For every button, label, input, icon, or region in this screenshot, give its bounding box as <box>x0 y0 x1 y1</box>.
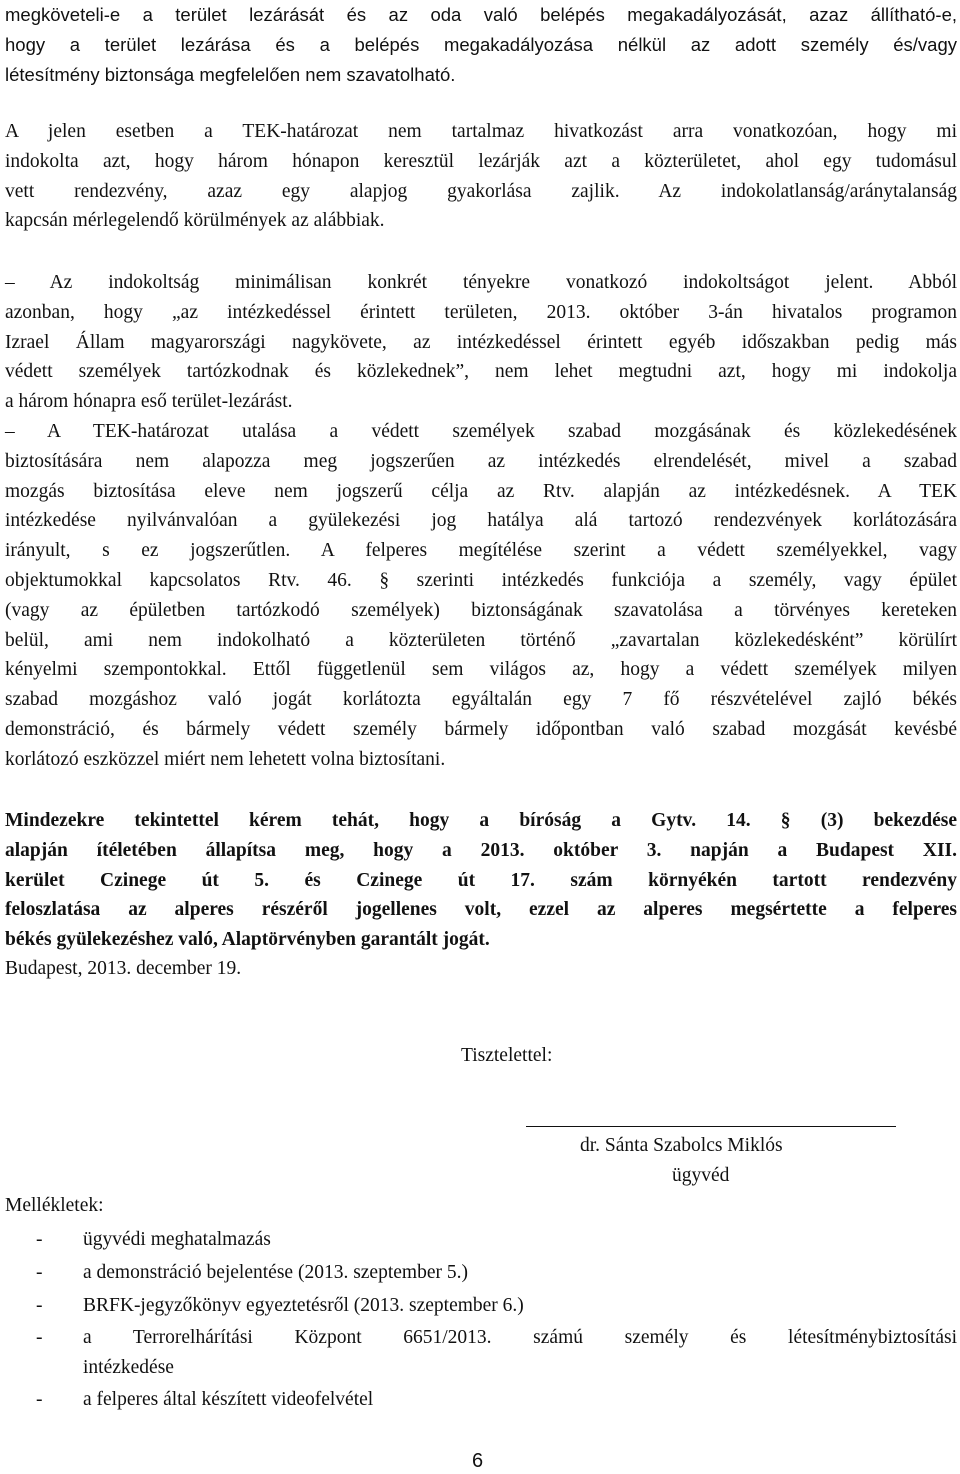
list-dash: - <box>36 1389 43 1410</box>
text-line: a három hónapra eső terület-lezárást. <box>5 391 293 413</box>
list-dash: - <box>36 1295 43 1316</box>
text-line: feloszlatása az alperes részéről jogellenes volt, ezzel az alperes megsértette a felperes <box>5 899 957 921</box>
text-line: Mindezekre tekintettel kérem tehát, hogy a bíróság a Gytv. 14. § (3) bekezdése <box>5 810 957 831</box>
list-dash: - <box>36 1262 43 1283</box>
text-line: létesítmény biztonsága megfelelően nem szavatolható. <box>5 63 456 85</box>
page-number: 6 <box>472 1450 484 1472</box>
text-line: objektumokkal kapcsolatos Rtv. 46. § szerinti intézkedés funkciója a személy, vagy épület <box>5 569 957 591</box>
text-line: intézkedése nyilvánvalóan a gyülekezési jog hatálya alá tartozó rendezvények korlátozására <box>5 510 957 532</box>
request-paragraph <box>5 806 957 955</box>
attachment-text: ügyvédi meghatalmazás <box>83 1229 271 1250</box>
text-line: korlátozó eszközzel miért nem lehetett volna biztosítani. <box>5 748 446 770</box>
text-line: belül, ami nem indokolható a közterületen történő „zavartalan közlekedésként” körülírt <box>5 629 957 651</box>
text-line: megköveteli-e a terület lezárását és az oda való belépés megakadályozását, azaz állítható-e, <box>5 4 957 25</box>
tek-paragraph <box>5 117 957 236</box>
text-line: azonban, hogy „az intézkedéssel érintett területen, 2013. október 3-án hivatalos programon <box>5 301 957 323</box>
text-line: mozgás biztosítása eleve nem jogszerű célja az Rtv. alapján az intézkedésnek. A TEK <box>5 480 957 502</box>
closing-salutation: Tisztelettel: <box>461 1045 553 1066</box>
argument-paragraph <box>5 268 957 775</box>
attachment-text: intézkedése <box>83 1357 174 1378</box>
signer-title: ügyvéd <box>672 1165 730 1186</box>
text-line: alapján ítéletében állapítsa meg, hogy a 2013. október 3. napján a Budapest XII. <box>5 839 957 861</box>
text-line: demonstráció, és bármely védett személy bármely időpontban való szabad mozgását kevésbé <box>5 718 957 740</box>
attachment-text: a Terrorelhárítási Központ 6651/2013. számú személy és létesítménybiztosítási <box>83 1327 957 1348</box>
signer-name: dr. Sánta Szabolcs Miklós <box>580 1135 783 1156</box>
text-line: vett rendezvény, azaz egy alapjog gyakorlása zajlik. Az indokolatlanság/aránytalanság <box>5 180 957 202</box>
text-line: kényelmi szempontokkal. Ettől függetlenül sem világos az, hogy a védett személyek milyen <box>5 659 957 681</box>
attachment-text: a demonstráció bejelentése (2013. szeptember 5.) <box>83 1262 468 1283</box>
text-line: irányult, s ez jogszerűtlen. A felperes megítélése szerint a védett személyekkel, vagy <box>5 540 957 562</box>
text-line: – A TEK-határozat utalása a védett személyek szabad mozgásának és közlekedésének <box>5 420 957 442</box>
text-line: (vagy az épületben tartózkodó személyek) biztonságának szavatolása a törvényes kereteken <box>5 599 957 621</box>
text-line: védett személyek tartózkodnak és közlekednek”, nem lehet megtudni azt, hogy mi indokolja <box>5 361 957 383</box>
text-line: indokolta azt, hogy három hónapon keresztül lezárják azt a közterületet, ahol egy tudomásul <box>5 150 957 172</box>
list-dash: - <box>36 1229 43 1250</box>
attachment-text: a felperes által készített videofelvétel <box>83 1389 374 1410</box>
text-line: hogy a terület lezárása és a belépés megakadályozása nélkül az adott személy és/vagy <box>5 33 957 55</box>
text-line: Izrael Állam magyarországi nagykövete, az intézkedéssel érintett egyéb időszakban pedig más <box>5 331 957 353</box>
attachments-heading: Mellékletek: <box>5 1195 104 1216</box>
signature-line <box>526 1126 896 1127</box>
text-line: – Az indokoltság minimálisan konkrét tényekre vonatkozó indokoltságot jelent. Abból <box>5 272 957 293</box>
text-line: A jelen esetben a TEK-határozat nem tartalmaz hivatkozást arra vonatkozóan, hogy mi <box>5 121 957 142</box>
list-dash: - <box>36 1327 43 1348</box>
text-line: kerület Czinege út 5. és Czinege út 17. szám környékén tartott rendezvény <box>5 869 957 891</box>
text-line: szabad mozgáshoz való jogát korlátozta egyáltalán egy 7 fő részvételével zajló békés <box>5 689 957 711</box>
attachment-text: BRFK-jegyzőkönyv egyeztetésről (2013. szeptember 6.) <box>83 1295 524 1316</box>
text-line: biztosítására nem alapozza meg jogszerűen az intézkedés elrendelését, mivel a szabad <box>5 450 957 472</box>
intro-paragraph <box>5 0 957 89</box>
place-date: Budapest, 2013. december 19. <box>5 958 242 979</box>
text-line: békés gyülekezéshez való, Alaptörvényben garantált jogát. <box>5 929 490 951</box>
text-line: kapcsán mérlegelendő körülmények az alábbiak. <box>5 210 385 232</box>
